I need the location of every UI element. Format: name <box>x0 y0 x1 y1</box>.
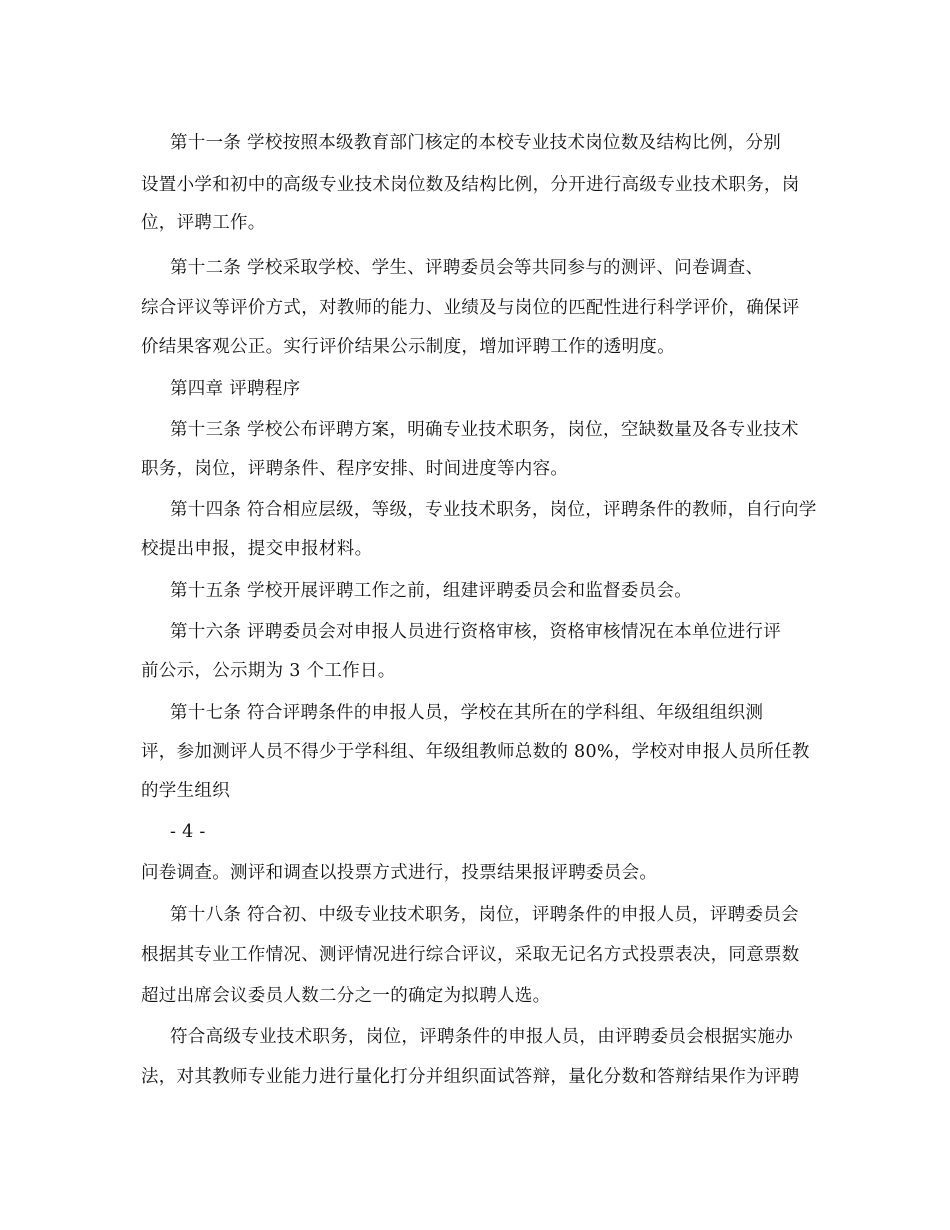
article-17-line-3: 的学生组织 <box>141 781 230 801</box>
article-18-line-2: 根据其专业工作情况、测评情况进行综合评议，采取无记名方式投票表决，同意票数 <box>141 945 800 965</box>
article-13-line-1: 第十三条 学校公布评聘方案，明确专业技术职务，岗位，空缺数量及各专业技术 <box>170 420 799 440</box>
article-12-line-3: 价结果客观公正。实行评价结果公示制度，增加评聘工作的透明度。 <box>141 337 675 357</box>
article-11-line-2: 设置小学和初中的高级专业技术岗位数及结构比例，分开进行高级专业技术职务，岗 <box>141 175 800 195</box>
article-16-line-2: 前公示，公示期为 3 个工作日。 <box>141 661 396 681</box>
page-marker: - 4 - <box>170 822 206 842</box>
article-17-line-1: 第十七条 符合评聘条件的申报人员，学校在其所在的学科组、年级组组织测 <box>170 703 764 723</box>
article-16-line-1: 第十六条 评聘委员会对申报人员进行资格审核，资格审核情况在本单位进行评 <box>170 622 782 642</box>
article-11-line-3: 位，评聘工作。 <box>141 213 266 233</box>
article-12-line-2: 综合评议等评价方式，对教师的能力、业绩及与岗位的匹配性进行科学评价，确保评 <box>141 298 800 318</box>
article-14-line-2: 校提出申报，提交申报材料。 <box>141 539 373 559</box>
article-15-line-1: 第十五条 学校开展评聘工作之前，组建评聘委员会和监督委员会。 <box>170 581 693 601</box>
article-11-line-1: 第十一条 学校按照本级教育部门核定的本校专业技术岗位数及结构比例，分别 <box>170 133 782 153</box>
article-17-line-2: 评，参加测评人员不得少于学科组、年级组教师总数的 80%，学校对申报人员所任教 <box>141 742 810 762</box>
article-18-line-1: 第十八条 符合初、中级专业技术职务，岗位，评聘条件的申报人员，评聘委员会 <box>170 905 799 925</box>
article-14-line-1: 第十四条 符合相应层级，等级，专业技术职务，岗位，评聘条件的教师，自行向学 <box>170 500 817 520</box>
article-13-line-2: 职务，岗位，评聘条件、程序安排、时间进度等内容。 <box>141 459 569 479</box>
article-12-line-1: 第十二条 学校采取学校、学生、评聘委员会等共同参与的测评、问卷调查、 <box>170 258 764 278</box>
chapter-4-heading: 第四章 评聘程序 <box>170 379 301 399</box>
article-18-paragraph-2-line-1: 符合高级专业技术职务，岗位，评聘条件的申报人员，由评聘委员会根据实施办 <box>170 1027 793 1047</box>
article-18-line-3: 超过出席会议委员人数二分之一的确定为拟聘人选。 <box>141 986 551 1006</box>
article-18-paragraph-2-line-2: 法，对其教师专业能力进行量化打分并组织面试答辩，量化分数和答辩结果作为评聘 <box>141 1067 800 1087</box>
continuation-line: 问卷调查。测评和调查以投票方式进行，投票结果报评聘委员会。 <box>141 863 658 883</box>
